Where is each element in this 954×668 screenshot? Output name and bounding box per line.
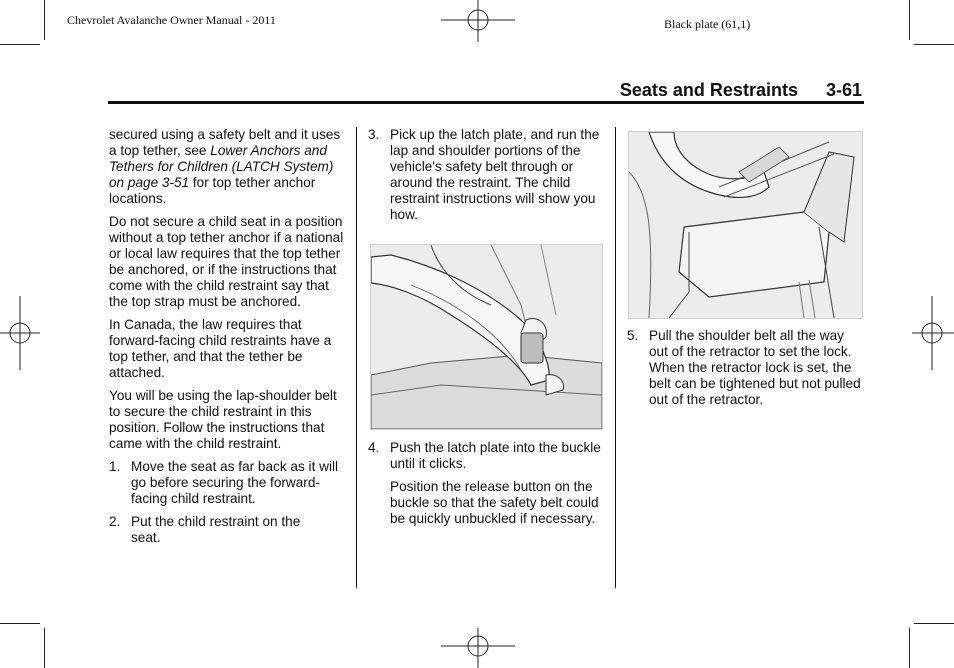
list-item — [368, 127, 604, 223]
registration-mark-icon — [912, 296, 954, 370]
step-text: Push the latch plate into the buckle until it clicks. — [390, 440, 601, 471]
paragraph: You will be using the lap-shoulder belt to secure the child restraint in this position. Follow the instructions that came with the child restraint. — [109, 388, 337, 451]
step-text: Pull the shoulder belt all the way out of the retractor to set the lock. When the retractor lock is set, the belt can be tightened but not pulled out of the retractor. — [649, 328, 861, 407]
crop-mark — [0, 44, 40, 45]
list-item — [627, 328, 865, 408]
latch-plate-illustration — [370, 244, 603, 430]
crop-mark — [0, 623, 40, 624]
paragraph: In Canada, the law requires that forward-facing child restraints have a top tether, and that the tether be attached. — [109, 317, 332, 380]
registration-mark-icon — [441, 0, 515, 44]
crop-mark — [914, 623, 954, 624]
crop-mark — [44, 0, 45, 40]
crop-mark — [44, 628, 45, 668]
step-number: 2. — [109, 514, 121, 529]
column-divider — [356, 127, 357, 588]
header-rule — [108, 101, 864, 104]
registration-mark-icon — [0, 296, 40, 370]
list-item — [109, 514, 346, 546]
step-number: 5. — [627, 328, 639, 343]
paragraph: Do not secure a child seat in a position without a top tether anchor if a national or local law requires that the top tether be anchored, or if the instructions that come with the child restraint say that the top strap must be anchored. — [109, 214, 344, 309]
crop-mark — [909, 0, 910, 40]
step-continuation: Position the release button on the buckle so that the safety belt could be quickly unbuckled if necessary. — [390, 479, 599, 526]
column-3 — [627, 328, 865, 415]
registration-mark-icon — [441, 626, 515, 668]
section-title: Seats and Restraints — [619, 80, 798, 100]
crop-mark — [909, 628, 910, 668]
step-text: Pick up the latch plate, and run the lap and shoulder portions of the vehicle's safety belt through or around the restraint. The child restraint instructions will show you how. — [390, 127, 600, 222]
column-divider — [615, 127, 616, 588]
column-2 — [368, 127, 604, 230]
step-number: 1. — [109, 459, 121, 474]
column-1 — [109, 127, 346, 553]
manual-title: Chevrolet Avalanche Owner Manual - 2011 — [67, 13, 276, 27]
paragraph: secured using a safety belt and it uses a top tether, see Lower Anchors and Tethers for Children (LATCH System) on page 3-51 for top tether anchor locations. — [109, 127, 341, 206]
step-text: Move the seat as far back as it will go before securing the forward-facing child restraint. — [131, 459, 339, 506]
section-heading — [620, 80, 862, 101]
plate-label: Black plate (61,1) — [664, 17, 751, 31]
shoulder-belt-illustration — [628, 131, 863, 319]
page-number: 3-61 — [825, 80, 862, 100]
column-2-lower — [368, 440, 604, 534]
step-number: 3. — [368, 127, 380, 142]
step-number: 4. — [368, 440, 380, 455]
crop-mark — [914, 44, 954, 45]
cross-reference-link[interactable]: Lower Anchors and Tethers for Children (LATCH System) on page 3-51 — [109, 143, 334, 190]
step-text: Put the child restraint on the seat. — [131, 514, 301, 545]
list-item — [109, 459, 346, 507]
list-item — [368, 440, 604, 472]
